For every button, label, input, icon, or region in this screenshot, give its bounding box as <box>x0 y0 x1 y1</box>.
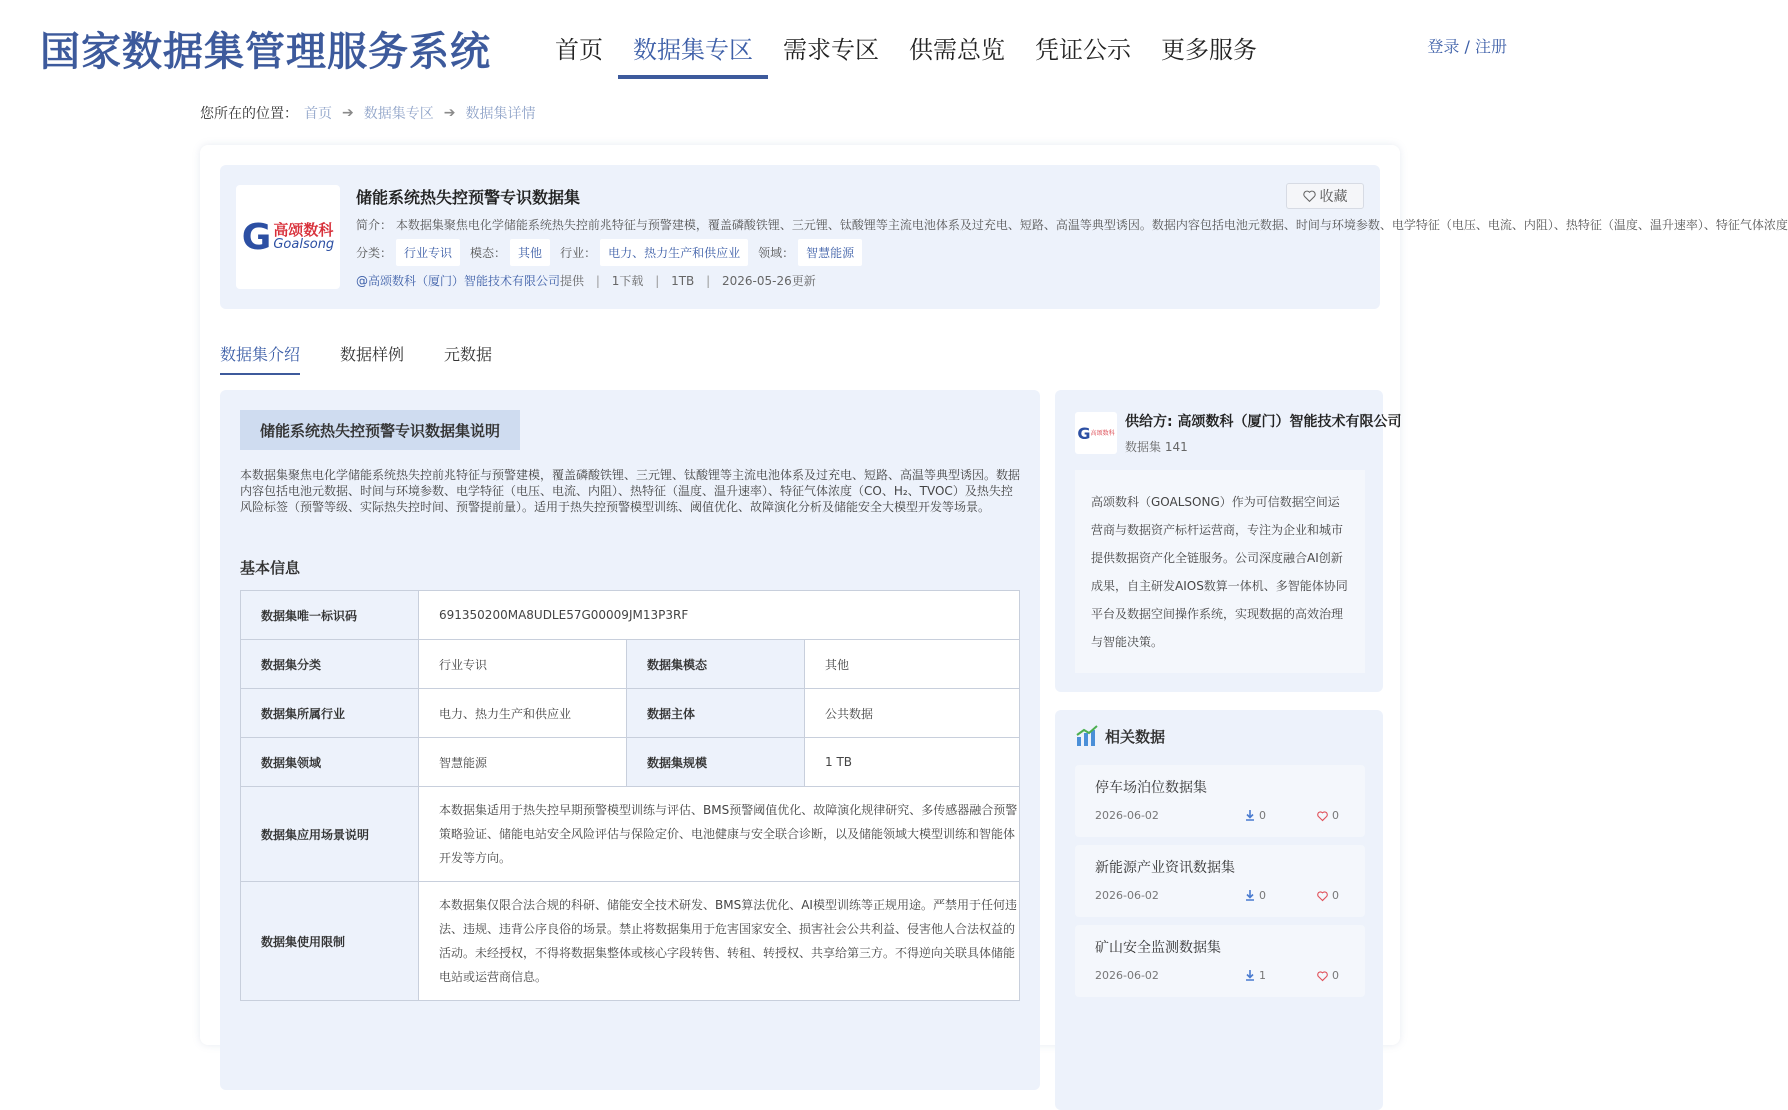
dataset-intro: 简介： 本数据集聚焦电化学储能系统热失控前兆特征与预警建模，覆盖磷酸铁锂、三元锂、钛酸锂等主流电池体系及过充电、短路、高温等典型诱因。数据内容包括电池元数据、时间与环境参数、电学特征（电压、电流、内阻）、热特征（温度、温升速率）、特征气体浓度 <box>356 218 1788 232</box>
related-downloads <box>1245 969 1266 982</box>
heart-icon <box>1317 811 1328 821</box>
related-date: 2026-06-02 <box>1095 809 1159 822</box>
related-name[interactable]: 矿山安全监测数据集 <box>1095 940 1221 956</box>
nav-dataset-zone[interactable]: 数据集专区 <box>618 22 768 79</box>
logo-cn-text: 高颂数科 <box>273 221 334 239</box>
download-count: 1 <box>1259 969 1266 982</box>
table-value: 智慧能源 <box>419 738 627 787</box>
logo-cn-text: 高颂数科 <box>1090 429 1115 437</box>
download-icon <box>1245 890 1255 901</box>
basic-info-title: 基本信息 <box>240 559 301 577</box>
related-date: 2026-06-02 <box>1095 889 1159 902</box>
nav-overview[interactable]: 供需总览 <box>909 36 1005 64</box>
favorite-label: 收藏 <box>1319 189 1348 205</box>
breadcrumb-dataset-zone[interactable]: 数据集专区 <box>363 106 434 122</box>
download-icon <box>1245 810 1255 821</box>
bar-chart-icon <box>1075 724 1099 748</box>
table-row <box>241 591 1020 640</box>
detail-tabs <box>220 342 532 375</box>
dataset-title: 储能系统热失控预警专识数据集 <box>356 188 581 207</box>
list-item[interactable] <box>1075 765 1365 837</box>
logo-en-text: Goalsong <box>273 237 335 252</box>
supplier-logo[interactable] <box>1075 412 1117 454</box>
meta-separator: | <box>595 274 600 288</box>
related-name[interactable]: 停车场泊位数据集 <box>1095 780 1207 796</box>
table-key: 数据集应用场景说明 <box>241 787 419 882</box>
tab-samples[interactable]: 数据样例 <box>340 345 405 364</box>
tag-label: 领域： <box>758 246 795 260</box>
detail-card <box>200 145 1788 1045</box>
table-value: 其他 <box>805 640 1020 689</box>
table-row <box>241 738 1020 787</box>
nav-home[interactable]: 首页 <box>555 36 603 64</box>
description-heading: 储能系统热失控预警专识数据集说明 <box>240 410 520 450</box>
breadcrumb-dataset-detail: 数据集详情 <box>465 106 536 122</box>
tag-label: 行业： <box>560 246 597 260</box>
dataset-header <box>220 165 1788 309</box>
related-likes[interactable] <box>1317 809 1339 822</box>
list-item[interactable] <box>1075 845 1365 917</box>
meta-separator: | <box>706 274 711 288</box>
table-value: 本数据集适用于热失控早期预警模型训练与评估、BMS预警阈值优化、故障演化规律研究、多传感器融合预警策略验证、储能电站安全风险评估与保险定价、电池健康与安全联合诊断，以及储能领域大模型训练和智能体开发等方向。 <box>419 787 1020 882</box>
heart-icon <box>1317 891 1328 901</box>
tag-domain[interactable]: 智慧能源 <box>798 239 862 266</box>
tag-label: 分类： <box>356 246 393 260</box>
arrow-right-icon: ➔ <box>342 105 354 121</box>
supplier-panel <box>1055 390 1402 692</box>
related-name[interactable]: 新能源产业资讯数据集 <box>1095 860 1235 876</box>
supplier-description: 高颂数科（GOALSONG）作为可信数据空间运营商与数据资产标杆运营商，专注为企业和城市提供数据资产化全链服务。公司深度融合AI创新成果，自主研发AIOS数算一体机、多智能体协同平台及数据空间操作系统，实现数据的高效治理与智能决策。 <box>1075 470 1365 673</box>
table-key: 数据集分类 <box>241 640 419 689</box>
favorite-button[interactable] <box>1286 183 1364 209</box>
heart-icon <box>1317 971 1328 981</box>
download-count: 1下载 <box>611 274 644 288</box>
provider-suffix: 提供 <box>560 274 585 288</box>
table-value: 公共数据 <box>805 689 1020 738</box>
related-date: 2026-06-02 <box>1095 969 1159 982</box>
table-key: 数据集模态 <box>627 640 805 689</box>
tag-category[interactable]: 行业专识 <box>396 239 460 266</box>
breadcrumb-home[interactable]: 首页 <box>304 106 332 122</box>
heart-icon <box>1303 190 1316 202</box>
meta-separator: | <box>655 274 660 288</box>
related-title <box>1075 724 1165 748</box>
supplier-dataset-count: 数据集 141 <box>1125 440 1188 454</box>
table-row <box>241 640 1020 689</box>
site-title[interactable]: 国家数据集管理服务系统 <box>40 29 491 75</box>
related-panel <box>1055 710 1383 1110</box>
table-row <box>241 787 1020 882</box>
tag-industry[interactable]: 电力、热力生产和供应业 <box>600 239 748 266</box>
update-date: 2026-05-26更新 <box>721 274 816 288</box>
table-row <box>241 689 1020 738</box>
related-downloads <box>1245 889 1266 902</box>
table-value: 行业专识 <box>419 640 627 689</box>
table-key: 数据集唯一标识码 <box>241 591 419 640</box>
provider-logo <box>236 185 340 289</box>
login-register-link[interactable]: 登录 / 注册 <box>1427 37 1507 56</box>
breadcrumb <box>200 103 541 123</box>
tag-label: 模态： <box>470 246 507 260</box>
table-key: 数据集使用限制 <box>241 882 419 1001</box>
table-value: 691350200MA8UDLE57G00009JM13P3RF <box>419 591 1020 640</box>
main-nav <box>540 22 1272 79</box>
breadcrumb-prefix: 您所在的位置： <box>200 106 298 122</box>
table-value: 电力、热力生产和供应业 <box>419 689 627 738</box>
dataset-tags <box>356 239 872 266</box>
download-icon <box>1245 970 1255 981</box>
table-key: 数据主体 <box>627 689 805 738</box>
table-key: 数据集所属行业 <box>241 689 419 738</box>
top-bar <box>0 0 1600 90</box>
description-text: 本数据集聚焦电化学储能系统热失控前兆特征与预警建模，覆盖磷酸铁锂、三元锂、钛酸锂等主流电池体系及过充电、短路、高温等典型诱因。数据内容包括电池元数据、时间与环境参数、电学特征（电压、电流、内阻）、热特征（温度、温升速率）、特征气体浓度（CO、H₂、TVOC）及热失控风险标签（预警等级、实际热失控时间、预警提前量）。适用于热失控预警模型训练、阈值优化、故障演化分析及储能安全大模型开发等场景。 <box>240 468 1021 514</box>
table-key: 数据集规模 <box>627 738 805 787</box>
basic-info-table <box>240 590 1020 1001</box>
logo-mark-icon: G <box>241 216 272 258</box>
dataset-meta <box>356 272 816 289</box>
download-count: 0 <box>1259 889 1266 902</box>
like-count: 0 <box>1332 809 1339 822</box>
dataset-size: 1TB <box>671 274 695 288</box>
like-count: 0 <box>1332 889 1339 902</box>
logo-mark-icon: G <box>1077 423 1091 443</box>
tab-metadata[interactable]: 元数据 <box>444 345 493 364</box>
intro-panel <box>220 390 1040 1090</box>
nav-more-services[interactable]: 更多服务 <box>1161 36 1257 64</box>
nav-demand-zone[interactable]: 需求专区 <box>783 36 879 64</box>
provider-link[interactable]: @高颂数科（厦门）智能技术有限公司 <box>356 274 561 288</box>
supplier-name[interactable]: 供给方: 高颂数科（厦门）智能技术有限公司 <box>1125 414 1402 430</box>
arrow-right-icon: ➔ <box>443 105 456 121</box>
like-count: 0 <box>1332 969 1339 982</box>
table-value: 本数据集仅限合法合规的科研、储能安全技术研发、BMS算法优化、AI模型训练等正规用途。严禁用于任何违法、违规、违背公序良俗的场景。禁止将数据集用于危害国家安全、损害社会公共利益、侵害他人合法权益的活动。未经授权，不得将数据集整体或核心字段转售、转租、转授权、共享给第三方。不得逆向关联具体储能电站或运营商信息。 <box>419 882 1020 1001</box>
download-count: 0 <box>1259 809 1266 822</box>
tab-intro[interactable]: 数据集介绍 <box>220 342 300 375</box>
related-likes[interactable] <box>1317 889 1339 902</box>
related-title-text: 相关数据 <box>1105 727 1166 746</box>
table-row <box>241 882 1020 1001</box>
table-value: 1 TB <box>805 738 1020 787</box>
list-item[interactable] <box>1075 925 1365 997</box>
tag-modality[interactable]: 其他 <box>510 239 550 266</box>
table-key: 数据集领域 <box>241 738 419 787</box>
related-downloads <box>1245 809 1266 822</box>
nav-credentials[interactable]: 凭证公示 <box>1035 36 1131 64</box>
related-likes[interactable] <box>1317 969 1339 982</box>
